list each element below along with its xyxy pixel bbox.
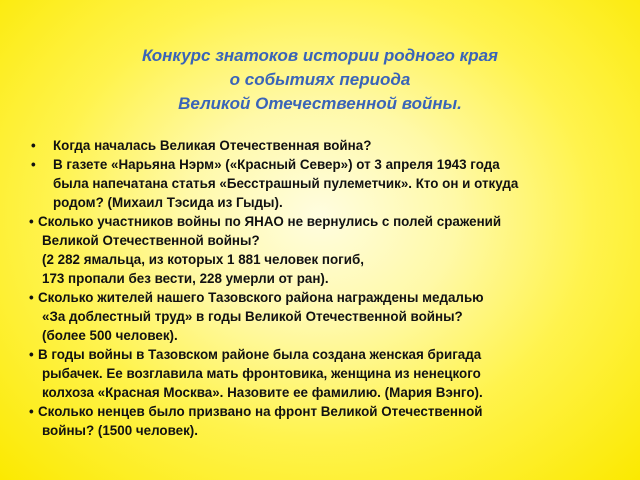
item-line: Сколько жителей нашего Тазовского района награждены медалью xyxy=(38,290,484,305)
item-line: Когда началась Великая Отечественная война? xyxy=(53,138,372,153)
question-list xyxy=(31,136,631,440)
bullet-icon: • xyxy=(29,404,34,419)
title-line-2: о событиях периода xyxy=(229,70,411,89)
bullet-icon: • xyxy=(31,157,36,172)
bullet-icon: • xyxy=(29,290,34,305)
item-line: колхоза «Красная Москва». Назовите ее фамилию. (Мария Вэнго). xyxy=(42,385,483,400)
item-line: «За доблестный труд» в годы Великой Отечественной войны? xyxy=(42,309,463,324)
item-line: В газете «Нарьяна Нэрм» («Красный Север») от 3 апреля 1943 года xyxy=(53,157,500,172)
list-item xyxy=(29,345,631,402)
item-line: (2 282 ямальца, из которых 1 881 человек погиб, xyxy=(42,252,364,267)
slide-title xyxy=(0,44,640,116)
item-line: Сколько участников войны по ЯНАО не вернулись с полей сражений xyxy=(38,214,502,229)
item-line: была напечатана статья «Бесстрашный пулеметчик». Кто он и откуда xyxy=(53,176,519,191)
list-item xyxy=(29,288,631,345)
list-item xyxy=(31,155,631,212)
item-line: родом? (Михаил Тэсида из Гыды). xyxy=(53,195,283,210)
list-item xyxy=(29,212,631,288)
list-item xyxy=(29,402,631,440)
item-line: Сколько ненцев было призвано на фронт Великой Отечественной xyxy=(38,404,483,419)
item-line: (более 500 человек). xyxy=(42,328,178,343)
title-line-1: Конкурс знатоков истории родного края xyxy=(141,46,499,65)
item-line: 173 пропали без вести, 228 умерли от ран). xyxy=(42,271,329,286)
bullet-icon: • xyxy=(29,347,34,362)
item-line: войны? (1500 человек). xyxy=(42,423,198,438)
bullet-icon: • xyxy=(31,138,36,153)
list-item xyxy=(31,136,631,155)
item-line: рыбачек. Ее возглавила мать фронтовика, женщина из ненецкого xyxy=(42,366,481,381)
title-line-3: Великой Отечественной войны. xyxy=(178,94,462,113)
item-line: В годы войны в Тазовском районе была создана женская бригада xyxy=(38,347,482,362)
item-line: Великой Отечественной войны? xyxy=(42,233,260,248)
bullet-icon: • xyxy=(29,214,34,229)
